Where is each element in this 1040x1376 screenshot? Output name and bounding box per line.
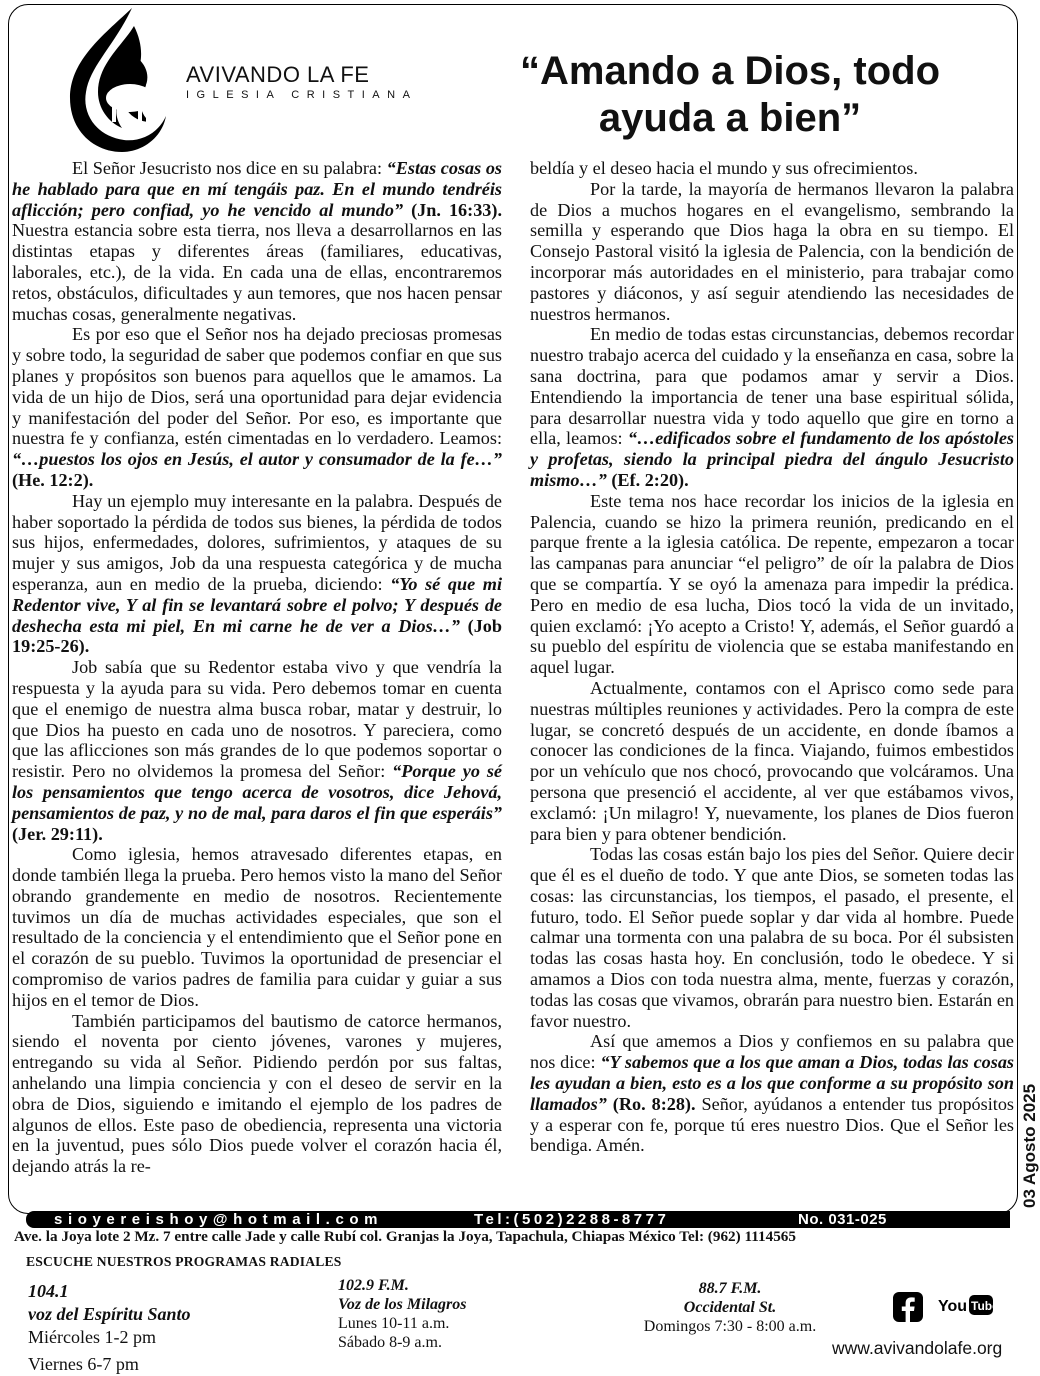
station-name: voz del Espíritu Santo [28, 1304, 191, 1324]
article-paragraph [530, 324, 1014, 490]
paragraph-text: Señor, ayúdanos a entender tus propósitos y a esperar con fe, porque tú eres nuestro Dios. Que el Señor les bendiga. Amén. [530, 1093, 1015, 1156]
article-paragraph [530, 844, 1014, 1031]
article-paragraph [530, 491, 1014, 678]
bible-quote: “Estas cosas os he hablado para que en mí tengáis paz. En el mundo tendréis aflicción; pero confiad, yo he vencido al mundo” [12, 158, 502, 220]
radio-station-3 [632, 1279, 828, 1336]
station-time: Domingos 7:30 - 8:00 a.m. [643, 1318, 817, 1335]
contact-bar [26, 1211, 1010, 1228]
paragraph-text: Este tema nos hace recordar los inicios de la iglesia en Palencia, cuando se hizo la primera reunión, predicando en el parque frente a la iglesia católica. De repente, empezaron a tocar las campanas para anunciar “el peligro” de oír la palabra de Dios que se compartía. Y se oyó la amenaza para impedir la prédica. Pero en medio de esa lucha, Dios tocó la vida de un invitado, quien exclamó: ¡Yo acepto a Cristo! Y, además, el Señor guardó a su pueblo del espíritu de violencia que se estaba manifestando en aquel lugar. [530, 490, 1014, 678]
bible-reference: (He. 12:2). [12, 469, 94, 490]
station-name: Occidental St. [683, 1299, 777, 1316]
bible-quote: “Porque yo sé los pensamientos que tengo acerca de vosotros, dice Jehová, pensamientos de paz, y no de mal, para daros el fin que esperáis” [12, 761, 502, 823]
bible-quote: “Yo sé que mi Redentor vive, Y al fin se levantará sobre el polvo; Y después de deshecha esta mi piel, En mi carne he de ver a Dios…” [12, 573, 502, 636]
station-time: Miércoles 1-2 pm [28, 1327, 156, 1347]
radio-station-2 [338, 1276, 466, 1352]
bible-reference: (Ef. 2:20). [611, 469, 689, 490]
bible-reference: (Jn. 16:33). [411, 199, 502, 220]
article-left-column [12, 158, 502, 1177]
bible-reference: (Ro. 8:28). [612, 1093, 696, 1114]
article-paragraph [12, 158, 502, 324]
article-right-column [530, 158, 1014, 1156]
bible-reference: (Job 19:25-26). [12, 615, 502, 657]
station-frequency: 88.7 F.M. [698, 1280, 762, 1297]
article-paragraph [530, 158, 1014, 179]
svg-text:You: You [938, 1298, 968, 1315]
paragraph-text: Por la tarde, la mayoría de hermanos llevaron la palabra de Dios a muchos hogares en el evangelismo, sembrando la semilla y esperando que Dios haga la obra en su tiempo. El Consejo Pastoral visitó la iglesia de Palencia, con la bendición de incorporar más autoridades en el ministerio, para trabajar como pastores y diáconos, y así seguir atendiendo las necesidades de nuestros hermanos. [530, 178, 1014, 324]
bulletin-number: No. 031-025 [798, 1211, 887, 1228]
article-paragraph [530, 1031, 1014, 1156]
facebook-icon[interactable] [893, 1292, 923, 1322]
bible-quote: “Y sabemos que a los que aman a Dios, todas las cosas les ayudan a bien, esto es a los que conforme a su propósito son llamados” [530, 1052, 1014, 1114]
page-title [470, 48, 990, 142]
paragraph-text: También participamos del bautismo de catorce hermanos, siendo el noventa por ciento jóvenes, varones y mujeres, entregando su vida al Señor. Pidiendo perdón por sus faltas, anhelando una limpia conciencia y con el deseo de servir en la obra de Dios, siguiendo e imitando el ejemplo de los padres de algunos de ellos. Este paso de obediencia, representa una victoria en la juventud, pues sólo Dios puede volver el corazón hacia él, dejando atrás la re- [12, 1010, 502, 1177]
station-time: Lunes 10-11 a.m. [338, 1315, 450, 1332]
paragraph-text: Actualmente, contamos con el Aprisco como sede para nuestras múltiples reuniones y actividades. Pero la compra de este lugar, se concretó después de un accidente, en donde íbamos a conocer las condiciones de la finca. Viajando, fuimos embestidos por un vehículo que nos chocó, provocando que volcáramos. Una persona que presenció el accidente, al ver que estábamos vivos, exclamó: ¡Un milagro! Y, nuevamente, los planes de Dios fueron para bien y para obtener bendición. [530, 677, 1014, 844]
paragraph-text: Job sabía que su Redentor estaba vivo y que vendría la respuesta y la ayuda para su vida. Pero debemos tomar en cuenta que el enemigo de nuestra alma busca robar, matar y destruir, lo que Dios ha puesto en cada uno de nosotros. Y pareciera, como que las aflicciones son más grandes de lo que podemos soportar o resistir. Pero no olvidemos la promesa del Señor: [12, 657, 502, 782]
issue-date [1020, 1048, 1040, 1208]
station-frequency: 102.9 F.M. [338, 1277, 409, 1294]
church-address: Ave. la Joya lote 2 Mz. 7 entre calle Jade y calle Rubí col. Granjas la Joya, Tapachula, Chiapas México Tel: (962) 1114565 [14, 1228, 796, 1245]
youtube-icon[interactable] [938, 1294, 999, 1316]
station-time: Viernes 6-7 pm [28, 1354, 139, 1374]
paragraph-text: Es por eso que el Señor nos ha dejado preciosas promesas y sobre todo, la seguridad de saber que podemos confiar en que sus planes y propósitos son buenos para aquellos que le amamos. La vida de un hijo de Dios, será una oportunidad para dejar evidencia y manifestación del poder del Señor. Por eso, es importante que nuestra fe y confianza, estén cimentadas en lo verdadero. Leamos: [12, 324, 502, 449]
bible-quote: “…edificados sobre el fundamento de los apóstoles y profetas, siendo la principal piedra del ángulo Jesucristo mismo…” [530, 428, 1015, 490]
radio-station-1 [28, 1280, 191, 1376]
paragraph-text: El Señor Jesucristo nos dice en su palabra: [72, 158, 387, 178]
brand [186, 62, 417, 101]
email-link[interactable]: sioyereishoy@hotmail.com [54, 1211, 384, 1228]
article-paragraph [530, 678, 1014, 844]
station-time: Sábado 8-9 a.m. [338, 1334, 442, 1351]
title-line-2: ayuda a bien” [598, 96, 862, 140]
brand-subtitle: IGLESIA CRISTIANA [186, 89, 418, 101]
paragraph-text: Así que amemos a Dios y confiemos en su palabra que nos dice: [530, 1031, 1014, 1073]
paragraph-text: Como iglesia, hemos atravesado diferentes etapas, en donde también llega la prueba. Pero hemos visto la mano del Señor obrando grandemente en medio de nosotros. Recientemente tuvimos un día de muchas actividades especiales, que son el resultado de la conciencia y el entendimiento que el Señor pone en el corazón de su pueblo. Tuvimos la oportunidad de presenciar el compromiso de varios padres de familia para cuidar y guiar a sus hijos en el temor de Dios. [12, 844, 502, 1010]
brand-name: AVIVANDO LA FE [186, 62, 370, 87]
church-logo-flame-lamb [62, 6, 174, 156]
article-paragraph [12, 1011, 502, 1177]
paragraph-text: Todas las cosas están bajo los pies del Señor. Quiere decir que él es el dueño de todo. Y que ante Dios, se someten todas las cosas: las circunstancias, los tiempos, el pasado, el presente, el futuro, todo. El Señor puede soplar y dar vida al hombre. Puede calmar una tormenta con una palabra de su boca. Por él subsisten todas las cosas hasta hoy. En conclusión, todo le obedece. Y si amamos a Dios con toda nuestra alma, mente, fuerzas y corazón, todas las cosas que vivamos, obrarán para nuestro bien. Estarán en favor nuestro. [530, 844, 1014, 1031]
issue-date-text: 03 Agosto 2025 [1020, 1083, 1039, 1208]
radio-programs-heading: ESCUCHE NUESTROS PROGRAMAS RADIALES [26, 1254, 342, 1269]
phone-number: Tel:(502)2288-8777 [474, 1211, 670, 1228]
article-paragraph [12, 324, 502, 490]
paragraph-text: En medio de todas estas circunstancias, debemos recordar nuestro trabajo acerca del cuidado y la enseñanza en casa, sobre la sana doctrina, para que podamos amar y servir a Dios. Entendiendo la importancia de tener una base espiritual sólida, para desarrollar nuestra vida y todo aquello que gire en torno a ella, leamos: [530, 324, 1014, 449]
paragraph-text: Nuestra estancia sobre esta tierra, nos lleva a desarrollarnos en las distintas etapas y diferentes áreas (familiares, educativas, laborales, etc.), de la vida. En cada una de ellas, encontraremos retos, obstáculos, dificultades y aun temores, que nos hacen pensar muchas cosas, generalmente negativas. [12, 220, 502, 324]
title-line-1: “Amando a Dios, todo [520, 49, 940, 93]
bible-quote: “…puestos los ojos en Jesús, el autor y consumador de la fe…” [12, 449, 502, 470]
website-link[interactable]: www.avivandolafe.org [832, 1338, 1003, 1358]
station-name: Voz de los Milagros [338, 1296, 467, 1313]
paragraph-text [403, 200, 411, 220]
bible-reference: (Jer. 29:11). [12, 823, 103, 844]
article-paragraph [530, 179, 1014, 325]
paragraph-text [460, 616, 468, 636]
youtube-label: Tube [971, 1299, 999, 1313]
station-frequency: 104.1 [28, 1281, 69, 1301]
paragraph-text: beldía y el deseo hacia el mundo y sus ofrecimientos. [530, 158, 918, 178]
paragraph-text: Hay un ejemplo muy interesante en la palabra. Después de haber soportado la pérdida de todos sus bienes, la pérdida de todos sus hijos, enfermedades, dolores, sufrimientos, y ataques de su mujer y sus amigos, Job da una respuesta categórica y de mucha esperanza, aun en medio de la prueba, diciendo: [12, 490, 502, 594]
article-paragraph [12, 844, 502, 1010]
article-paragraph [12, 491, 502, 657]
article-paragraph [12, 657, 502, 844]
